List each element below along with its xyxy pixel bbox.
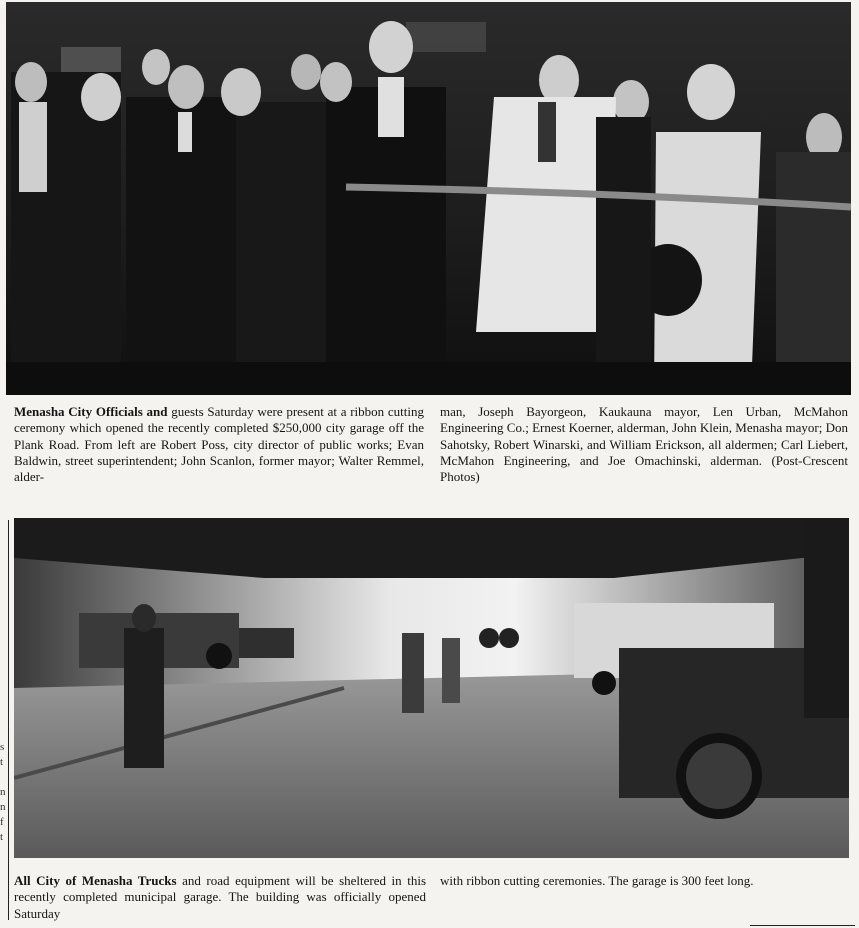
column-rule bbox=[8, 520, 9, 920]
edge-letter: t bbox=[0, 756, 4, 768]
garage-interior-photo bbox=[14, 518, 849, 858]
caption-top-right-text: man, Joseph Bayorgeon, Kaukauna mayor, Len Urban, McMahon Engineering Co.; Ernest Koerner, alderman, John Klein, Menasha mayor; Don Sahotsky, Robert Winarski, and William Erickson, all aldermen; Carl Liebert, McMahon Engineering, and Joe Omachinski, alderman. (Post-Crescent Photos) bbox=[440, 404, 848, 485]
edge-letter: s bbox=[0, 741, 5, 753]
edge-letter: f bbox=[0, 816, 4, 828]
edge-letter: n bbox=[0, 786, 6, 798]
caption-bottom-left bbox=[14, 873, 426, 922]
bottom-rule bbox=[750, 925, 855, 926]
garage-interior-image bbox=[14, 518, 849, 858]
adjacent-column-fragment bbox=[0, 740, 8, 845]
caption-top-right bbox=[440, 404, 848, 485]
caption-bottom-lead: All City of Menasha Trucks bbox=[14, 873, 183, 888]
edge-letter bbox=[0, 770, 8, 785]
ribbon-cutting-photo bbox=[6, 2, 851, 395]
caption-top-left-text: guests Saturday were present at a ribbon cutting ceremony which opened the recently completed $250,000 city garage off the Plank Road. From left are Robert Poss, city director of public works; Evan Baldwin, street superintendent; John Scanlon, former mayor; Walter Remmel, alder- bbox=[14, 404, 424, 485]
caption-top-left bbox=[14, 404, 424, 485]
caption-bottom-left-text: and road equipment will be sheltered in this recently completed municipal garage. The building was officially opened Saturday bbox=[14, 873, 427, 921]
ribbon-cutting-image bbox=[6, 2, 851, 395]
caption-top-lead: Menasha City Officials and bbox=[14, 404, 172, 419]
edge-letter: n bbox=[0, 801, 6, 813]
caption-bottom-right bbox=[440, 873, 848, 889]
edge-letter: t bbox=[0, 831, 4, 843]
caption-bottom-right-text: with ribbon cutting ceremonies. The garage is 300 feet long. bbox=[440, 873, 754, 888]
